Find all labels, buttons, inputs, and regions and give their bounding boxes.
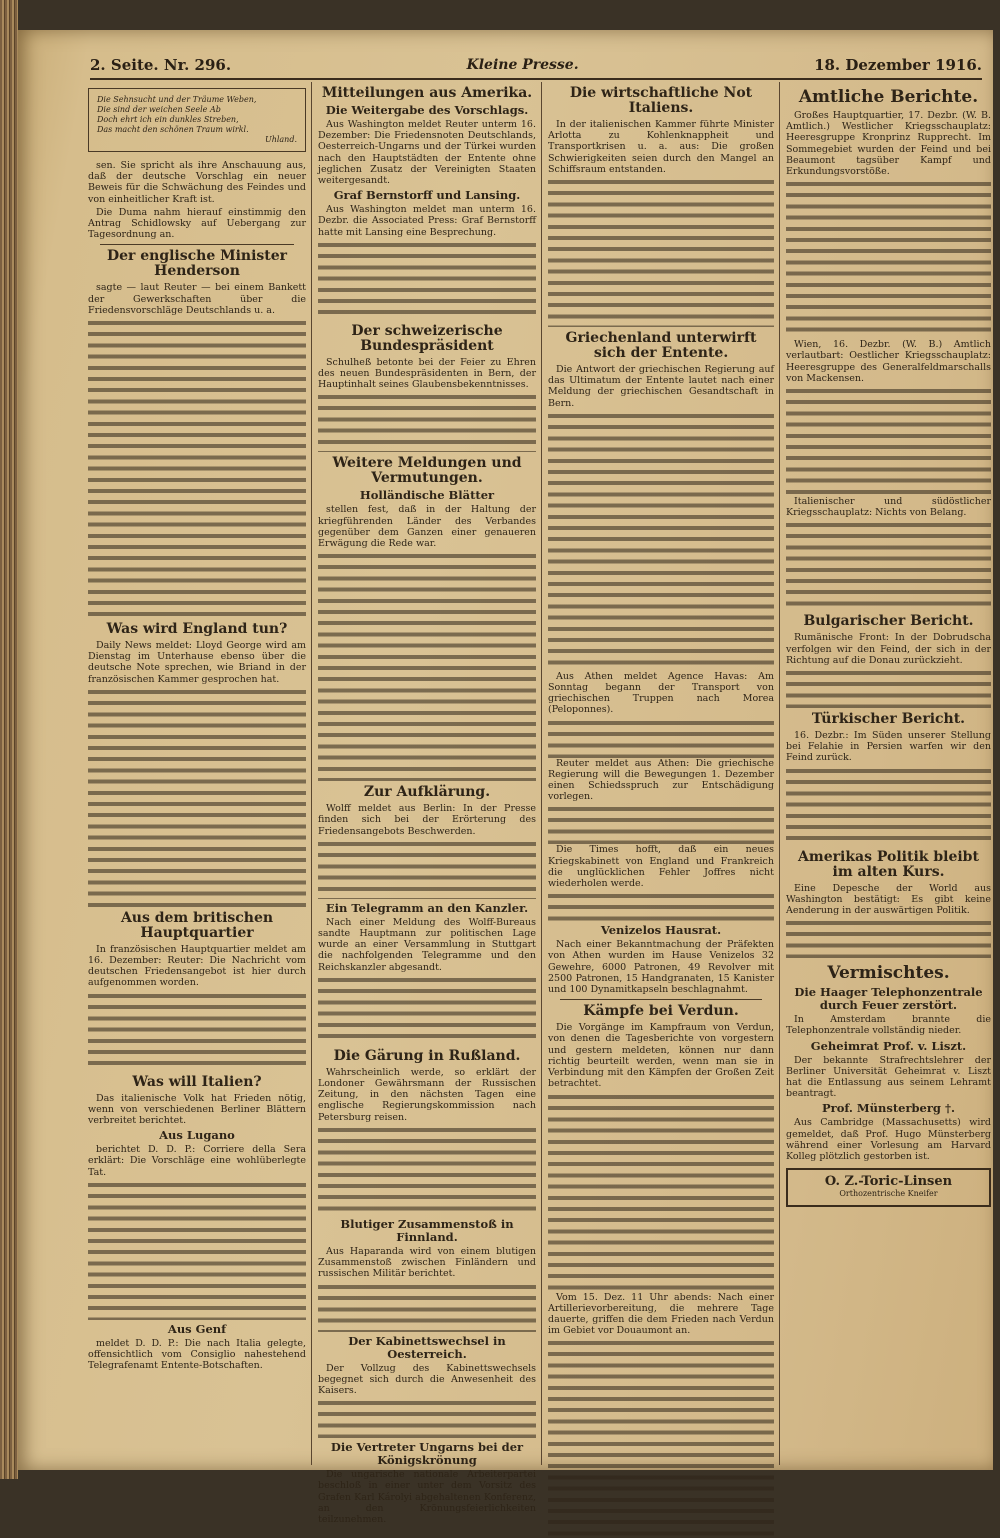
headline: Vermischtes. (827, 963, 950, 984)
headline: Bulgarischer Bericht. (803, 613, 974, 630)
poem-line: Die Sehnsucht und der Träume Weben, (97, 95, 257, 104)
article-body (786, 179, 991, 339)
headline: Was wird England tun? (106, 621, 288, 638)
poem-signature: Uhland. (264, 135, 297, 144)
article-text: Das italienische Volk hat Frieden nötig, wenn von verschiedenen Berliner Blättern verbreitet berichtet. (88, 1092, 306, 1127)
article-text: Die Antwort der griechischen Regierung auf das Ultimatum der Entente lautet nach einer Meldung der griechischen Gesandtschaft in Bern. (548, 364, 774, 409)
header-page-number: 2. Seite. Nr. 296. (90, 56, 232, 74)
headline: Weitere Meldungen und Vermutungen. (332, 455, 522, 487)
article-text: Die Vorgänge im Kampfraum von Verdun, von denen die Tagesberichte von vorgestern und gestern meldeten, können nur dann richtig beurteilt werden, wenn man sie in Verbindung mit den Kämpfen der Großen Zeit betrachtet. (548, 1022, 774, 1090)
headline: Der schweizerische Bundespräsident (351, 322, 503, 354)
header-masthead: Kleine Presse. (466, 57, 579, 73)
article-body (548, 1092, 774, 1292)
article-text: Aus Washington meldet man unterm 16. Dezbr. die Associated Press: Graf Bernstorff hatte mit Lansing eine Besprechung. (318, 204, 536, 238)
article-text: Die Times hofft, daß ein neues Kriegskabinett von England und Frankreich die unglücklichen Fehler Joffres nicht wiederholen werde. (548, 844, 774, 890)
column-rule (311, 82, 312, 1465)
headline: Mitteilungen aus Amerika. (321, 85, 533, 101)
headline: Türkischer Bericht. (811, 711, 966, 728)
poem-line: Das macht den schönen Traum wirkl. (97, 125, 249, 134)
article-text: Aus Washington meldet Reuter unterm 16. Dezember: Die Friedensnoten Deutschlands, Oesterreich-Ungarns und der Türkei wurden nach den Hauptstädten der Entente ohne jeglichen Zusatz der Vereinigten Staaten weitergesandt. (318, 119, 536, 187)
article-text: meldet D. D. P.: Die nach Italia gelegte, offensichtlich vom Consiglio nahestehend Telegrafenamt Entente-Botschaften. (88, 1337, 306, 1372)
article-text: Vom 15. Dez. 11 Uhr abends: Nach einer Artillerievorbereitung, die mehrere Tage dauerte, griffen die dem Frieden nach Verdun im Gebiet vor Douaumont an. (548, 1291, 774, 1337)
headline: Kämpfe bei Verdun. (583, 1003, 739, 1020)
subheadline: Blutiger Zusammenstoß in Finnland. (340, 1216, 514, 1244)
article-body (318, 551, 536, 781)
article-text: In französischen Hauptquartier meldet am 16. Dezember: Reuter: Die Nachricht vom deutschen Friedensangebot ist hier durch aufgenommen worden. (88, 943, 306, 989)
article-text: Italienischer und südöstlicher Kriegsschauplatz: Nichts von Belang. (786, 496, 991, 519)
article-text: Aus Cambridge (Massachusetts) wird gemeldet, daß Prof. Hugo Münsterberg während einer Vorlesung am Harvard Kolleg plötzlich gestorben ist. (786, 1117, 991, 1163)
article-body (318, 392, 536, 452)
article-text: Die Duma nahm hierauf einstimmig den Antrag Schidlowsky auf Uebergang zur Tagesordnung an. (88, 206, 306, 241)
article-text: Großes Hauptquartier, 17. Dezbr. (W. B. Amtlich.) Westlicher Kriegsschauplatz: Heeresgruppe Kronprinz Rupprecht. Im Sommegebiet wurden der Feind und bei Beaumont tagsüber Kampf und Erkundungsvorstöße. (786, 110, 991, 178)
article-body (318, 975, 536, 1045)
article-text: stellen fest, daß in der Haltung der kriegführenden Länder des Verbandes gegenüber dem Ganzen einer genaueren Erwägung die Rede war. (318, 504, 536, 550)
article-text: Reuter meldet aus Athen: Die griechische Regierung will die Bewegungen 1. Dezember einen Schiedsspruch zur Entschädigung vorlegen. (548, 757, 774, 803)
article-body (548, 177, 774, 327)
article-body (548, 891, 774, 921)
headline: Aus dem britischen Hauptquartier (120, 909, 274, 941)
column-1 (88, 82, 306, 1465)
article-text: Schulheß betonte bei der Feier zu Ehren des neuen Bundespräsidenten in Bern, der Hauptinhalt seines Glaubensbekenntnisses. (318, 356, 536, 391)
article-body (548, 411, 774, 671)
subheadline: Die Haager Telephonzentrale durch Feuer zerstört. (794, 985, 983, 1013)
article-text: Wahrscheinlich werde, so erklärt der Londoner Gewährsmann der Russischen Zeitung, in den nächsten Tagen eine englische Regierungskommission nach Petersburg reisen. (318, 1066, 536, 1123)
article-body (786, 766, 991, 846)
article-body (786, 918, 991, 958)
ad-title: O. Z.-Toric-Linsen (824, 1174, 953, 1190)
page-edge (0, 0, 18, 1479)
article-text: Rumänische Front: In der Dobrudscha verfolgen wir den Feind, der sich in der Richtung auf die Donau zurückzieht. (786, 632, 991, 666)
headline: Amerikas Politik bleibt im alten Kurs. (798, 848, 979, 880)
article-text: In Amsterdam brannte die Telephonzentrale vollständig nieder. (786, 1014, 991, 1037)
header-date: 18. Dezember 1916. (814, 56, 982, 74)
ad-subtitle: Orthozentrische Kneifer (839, 1188, 938, 1198)
subheadline: Geheimrat Prof. v. Liszt. (810, 1038, 967, 1053)
article-body (786, 668, 991, 708)
headline: Die wirtschaftliche Not Italiens. (569, 85, 753, 116)
subheadline: Venizelos Hausrat. (600, 923, 722, 938)
article-body (88, 318, 306, 618)
subheadline: Aus Lugano (159, 1128, 235, 1143)
article-body (318, 839, 536, 899)
article-text: Daily News meldet: Lloyd George wird am Dienstag im Unterhause ebenso über die deutsche Note sprechen, wie Briand in der französischen Kammer gesprochen hat. (88, 640, 306, 685)
headline: Der englische Minister Henderson (106, 248, 288, 280)
article-text: In der italienischen Kammer führte Minister Arlotta zu Kohlenknappheit und Transportkrisen u. a. aus: Die großen Schwierigkeiten seien durch den Mangel an Schiffsraum entstanden. (548, 119, 774, 175)
article-text: 16. Dezbr.: Im Süden unserer Stellung bei Felahie in Persien warfen wir den Feind zurück. (786, 730, 991, 764)
column-3 (548, 82, 774, 1465)
subheadline: Holländische Blätter (359, 488, 495, 503)
poem-box (88, 88, 306, 152)
article-text: Aus Haparanda wird von einem blutigen Zusammenstoß zwischen Finländern und russischen Militär berichtet. (318, 1245, 536, 1280)
article-text: Eine Depesche der World aus Washington bestätigt: Es gibt keine Aenderung in der auswärtigen Politik. (786, 882, 991, 917)
article-text: Die ungarische nationale Arbeiterpartei beschloß in einer unter dem Vorsitz des Grafen Karl Károlyi abgehaltenen Konferenz, an den Krönungsfeierlichkeiten teilzunehmen. (318, 1469, 536, 1525)
article-text: Wien, 16. Dezbr. (W. B.) Amtlich verlautbart: Oestlicher Kriegsschauplatz: Heeresgruppe des Generalfeldmarschalls von Mackensen. (786, 339, 991, 384)
column-rule (541, 82, 542, 1465)
subheadline: Aus Genf (167, 1321, 227, 1336)
subheadline: Ein Telegramm an den Kanzler. (325, 900, 529, 915)
divider (560, 999, 762, 1000)
article-text: Aus Athen meldet Agence Havas: Am Sonntag begann der Transport von griechischen Truppen nach Morea (Peloponnes). (548, 670, 774, 716)
subheadline: Die Vertreter Ungarns bei der Königskrönung (330, 1440, 524, 1468)
column-2 (318, 82, 536, 1525)
subheadline: Prof. Münsterberg †. (821, 1101, 955, 1116)
article-text: Wolff meldet aus Berlin: In der Presse finden sich bei der Erörterung des Friedensangebots Beschwerden. (318, 803, 536, 837)
article-body (88, 687, 306, 907)
headline: Was will Italien? (132, 1073, 262, 1090)
advertisement (786, 1168, 991, 1206)
article-body (786, 386, 991, 496)
page-header (90, 52, 982, 80)
poem-line: Die sind der weichen Seele Ab (97, 105, 221, 114)
headline: Zur Aufklärung. (363, 784, 491, 801)
headline: Amtliche Berichte. (798, 87, 979, 107)
article-text: Der bekannte Strafrechtslehrer der Berliner Universität Geheimrat v. Liszt hat die Entlassung aus seinem Lehramt beantragt. (786, 1054, 991, 1100)
column-4 (786, 82, 991, 1465)
headline: Die Gärung in Rußland. (333, 1047, 521, 1064)
article-body (318, 1398, 536, 1438)
article-body (318, 1125, 536, 1215)
headline: Griechenland unterwirft sich der Entente. (565, 330, 757, 362)
column-rule (779, 82, 780, 1465)
poem-line: Doch ehrt ich ein dunkles Streben, (97, 115, 239, 124)
subheadline: Der Kabinettswechsel in Oesterreich. (348, 1333, 506, 1361)
article-text: Nach einer Meldung des Wolff-Bureaus sandte Hauptmann zur politischen Lage wurde an einer Versammlung in Stuttgart die nachfolgenden Telegramme und den Reichskanzler abgesandt. (318, 916, 536, 973)
article-text: Der Vollzug des Kabinettswechsels begegnet sich durch die Anwesenheit des Kaisers. (318, 1362, 536, 1396)
article-body (548, 1338, 774, 1538)
article-body (318, 240, 536, 320)
article-text: sagte — laut Reuter — bei einem Bankett der Gewerkschaften über die Friedensvorschläge Deutschlands u. a. (88, 282, 306, 316)
article-body (88, 991, 306, 1071)
article-body (318, 1282, 536, 1332)
article-body (88, 1180, 306, 1320)
article-text: berichtet D. D. P.: Corriere della Sera erklärt: Die Vorschläge eine wohlüberlegte Tat. (88, 1144, 306, 1178)
subheadline: Graf Bernstorff und Lansing. (333, 188, 521, 203)
article-body (786, 520, 991, 610)
article-text: sen. Sie spricht als ihre Anschauung aus, daß der deutsche Vorschlag ein neuer Beweis für die Schwächung des Feindes und von einheitlicher Kraft ist. (88, 160, 306, 205)
article-text: Nach einer Bekanntmachung der Präfekten von Athen wurden im Hause Venizelos 32 Gewehre, 6000 Patronen, 49 Revolver mit 2500 Patronen, 15 Handgranaten, 15 Kanister und 100 Dynamitkapseln beschlagnahmt. (548, 939, 774, 996)
divider (100, 244, 294, 245)
article-body (548, 718, 774, 758)
article-body (548, 804, 774, 844)
subheadline: Die Weitergabe des Vorschlags. (325, 103, 529, 117)
